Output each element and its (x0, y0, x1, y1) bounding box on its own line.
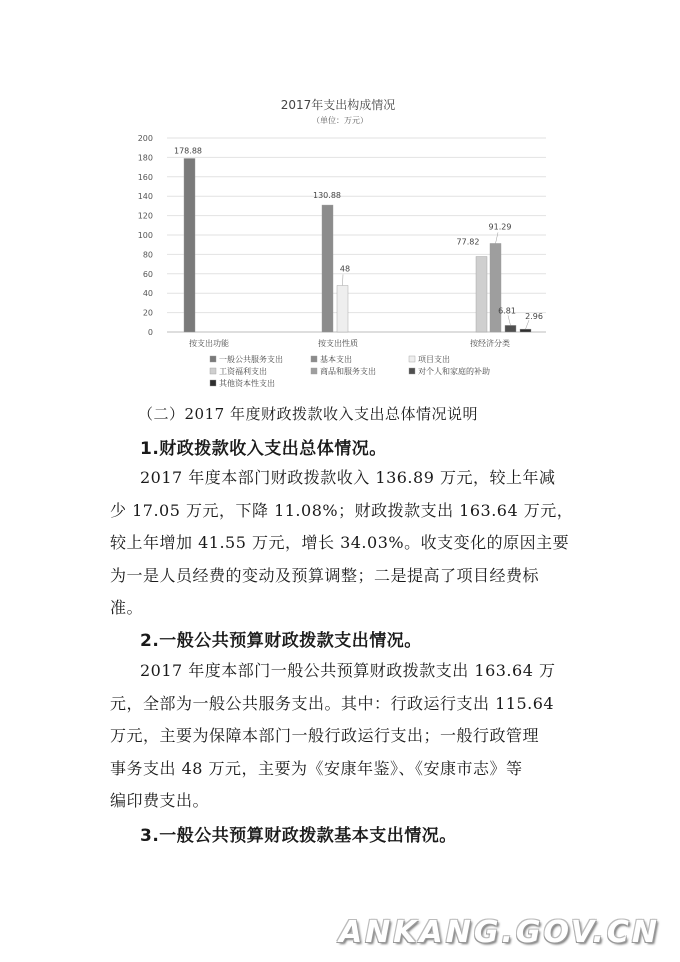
data-label: 48 (339, 264, 351, 274)
legend-label: 商品和服务支出 (320, 367, 376, 376)
bar (505, 325, 516, 332)
legend-label: 一般公共服务支出 (219, 355, 283, 364)
category-label: 按支出性质 (318, 339, 358, 348)
chart-categories (189, 338, 510, 348)
label-leader (508, 315, 511, 325)
category-label: 按支出功能 (189, 339, 229, 348)
paragraph-line: 编印费支出。 (110, 791, 210, 810)
site-watermark: ANKANG.GOV.CN (338, 915, 660, 950)
data-label: 91.29 (488, 222, 512, 232)
y-tick-label: 180 (137, 153, 153, 163)
bar (490, 243, 501, 332)
legend-label: 项目支出 (418, 355, 450, 364)
legend-swatch (210, 368, 216, 374)
y-tick-label: 140 (137, 192, 153, 202)
legend-label: 基本支出 (320, 355, 352, 364)
legend-swatch (409, 368, 415, 374)
legend-label: 其他资本性支出 (219, 379, 275, 388)
paragraph-line: 较上年增加 41.55 万元，增长 34.03%。收支变化的原因主要 (110, 533, 570, 552)
bar (337, 285, 348, 332)
legend-swatch (409, 356, 415, 362)
y-tick-label: 40 (142, 289, 153, 299)
y-tick-label: 20 (142, 308, 153, 318)
data-label: 77.82 (456, 237, 480, 247)
bar (322, 205, 333, 332)
y-tick-label: 100 (137, 231, 153, 240)
heading-1: 1.财政拨款收入支出总体情况。 (140, 439, 387, 459)
y-tick-label: 0 (147, 328, 153, 337)
paragraph-line: 元，全部为一般公共服务支出。其中：行政运行支出 115.64 (110, 693, 555, 713)
legend-swatch (210, 380, 216, 386)
y-tick-label: 60 (142, 269, 153, 279)
paragraph-line: 为一是人员经费的变动及预算调整；二是提高了项目经费标 (110, 565, 540, 585)
label-leader (496, 232, 499, 243)
paragraph-line: 万元，主要为保障本部门一般行政运行支出；一般行政管理 (110, 726, 540, 745)
legend-swatch (311, 356, 317, 362)
section-subheading: （二）2017 年度财政拨款收入支出总体情况说明 (138, 405, 478, 423)
y-tick-label: 200 (137, 134, 153, 143)
legend-label: 工资福利支出 (219, 367, 267, 376)
label-leader (343, 274, 344, 285)
chart-legend (210, 354, 490, 388)
data-label: 178.88 (174, 146, 202, 156)
data-label: 130.88 (313, 191, 341, 201)
y-tick-label: 160 (137, 172, 153, 182)
legend-swatch (311, 368, 317, 374)
heading-3: 3.一般公共预算财政拨款基本支出情况。 (140, 826, 457, 846)
legend-label: 对个人和家庭的补助 (418, 367, 490, 376)
label-leader (526, 320, 530, 329)
legend-swatch (210, 356, 216, 362)
bar (184, 158, 195, 332)
data-label: 2.96 (525, 312, 543, 322)
y-tick-label: 80 (142, 250, 153, 260)
chart-title: 2017年支出构成情况 (280, 98, 396, 112)
paragraph-line: 2017 年度本部门一般公共预算财政拨款支出 163.64 万 (140, 661, 556, 680)
chart-subtitle: （单位：万元） (312, 116, 368, 125)
chart-bars (174, 146, 543, 332)
category-label: 按经济分类 (470, 339, 510, 348)
heading-2: 2.一般公共预算财政拨款支出情况。 (140, 631, 422, 651)
bar (520, 329, 531, 332)
paragraph-line: 准。 (110, 598, 144, 617)
bar (476, 257, 487, 332)
y-tick-label: 120 (137, 211, 153, 221)
expenditure-chart (0, 0, 680, 400)
paragraph-line: 事务支出 48 万元，主要为《安康年鉴》、《安康市志》等 (110, 758, 523, 778)
data-label: 6.81 (498, 306, 516, 316)
paragraph-line: 少 17.05 万元，下降 11.08%；财政拨款支出 163.64 万元， (110, 500, 574, 520)
paragraph-line: 2017 年度本部门财政拨款收入 136.89 万元，较上年减 (140, 468, 556, 487)
